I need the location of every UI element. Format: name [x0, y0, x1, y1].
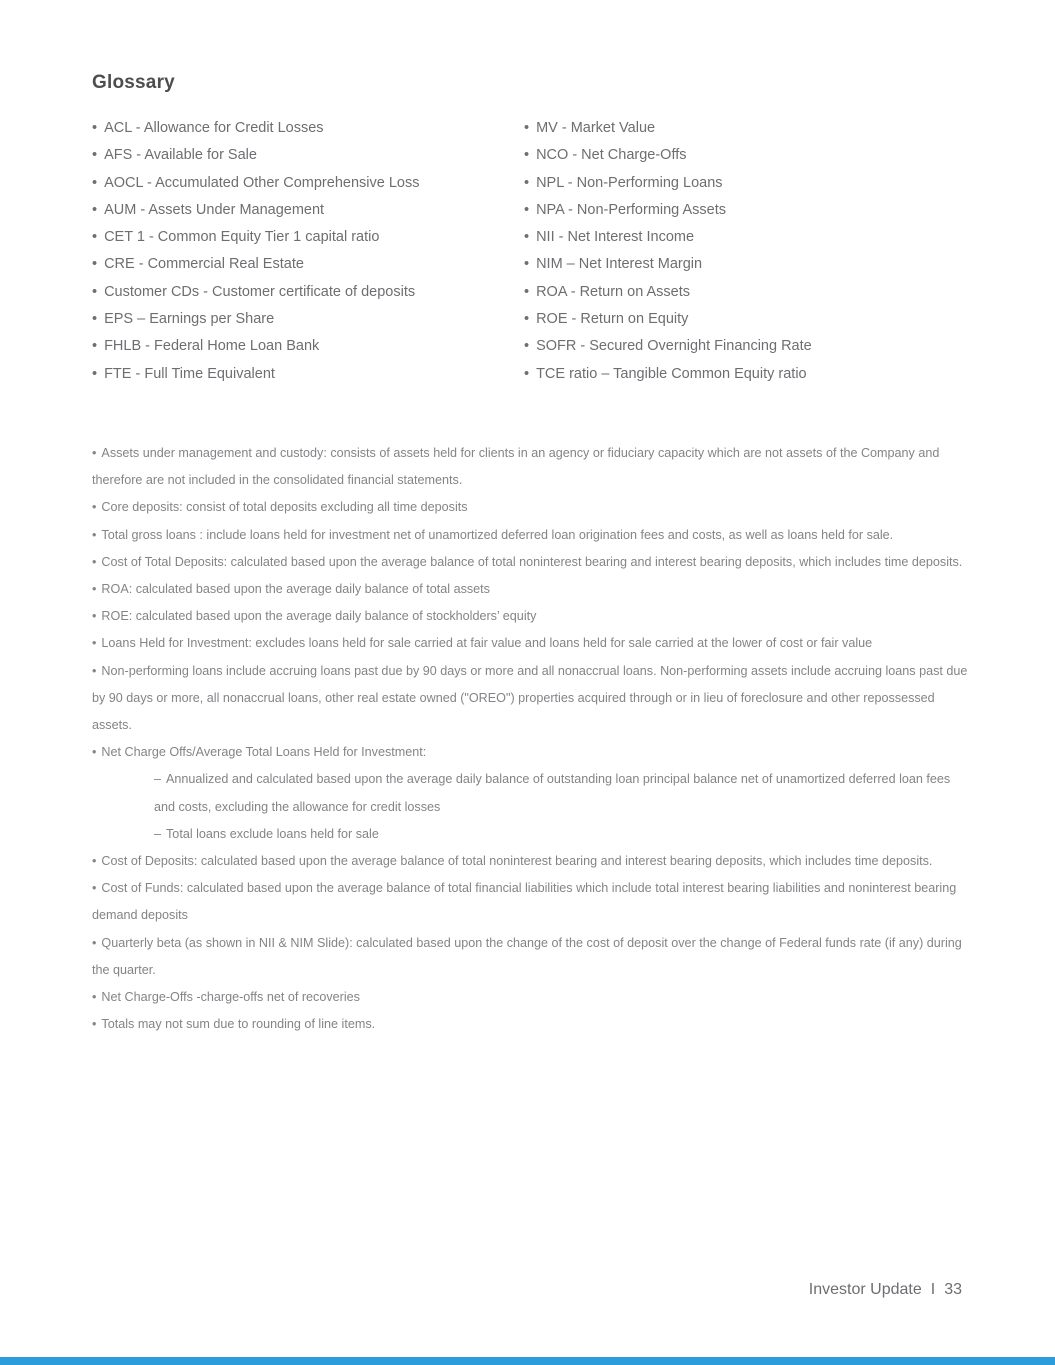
- glossary-term-text: FTE - Full Time Equivalent: [104, 365, 275, 382]
- note-item: [92, 549, 968, 576]
- note-text: Cost of Deposits: calculated based upon the average balance of total noninterest bearing and interest bearing deposits, which includes time deposits.: [101, 854, 933, 869]
- note-marker-icon: •: [92, 527, 97, 542]
- note-item: [92, 821, 968, 848]
- bullet-icon: •: [92, 365, 98, 382]
- note-item: [92, 658, 968, 740]
- glossary-term: [92, 142, 524, 169]
- bullet-icon: •: [92, 338, 98, 355]
- glossary-columns: [92, 115, 972, 388]
- glossary-term-text: TCE ratio – Tangible Common Equity ratio: [536, 365, 807, 382]
- glossary-left-column: [92, 115, 524, 388]
- note-text: Total loans exclude loans held for sale: [166, 826, 379, 841]
- note-text: ROA: calculated based upon the average daily balance of total assets: [101, 582, 490, 597]
- note-text: Totals may not sum due to rounding of line items.: [101, 1017, 376, 1032]
- note-item: [92, 522, 968, 549]
- glossary-term-text: NPL - Non-Performing Loans: [536, 174, 723, 191]
- glossary-term: [524, 279, 972, 306]
- note-marker-icon: •: [92, 935, 97, 950]
- page-footer: [809, 1281, 962, 1299]
- note-text: Net Charge Offs/Average Total Loans Held for Investment:: [101, 745, 427, 760]
- glossary-term: [524, 115, 972, 142]
- glossary-term-text: ACL - Allowance for Credit Losses: [104, 120, 324, 136]
- glossary-term-text: EPS – Earnings per Share: [104, 311, 275, 328]
- definition-notes: [92, 440, 968, 1038]
- note-marker-icon: •: [92, 636, 97, 651]
- page-title: Glossary: [92, 72, 175, 93]
- note-item: [92, 603, 968, 630]
- glossary-term-text: NII - Net Interest Income: [536, 229, 695, 246]
- note-text: Net Charge-Offs -charge-offs net of recoveries: [101, 990, 360, 1005]
- accent-bottom-bar: [0, 1357, 1055, 1365]
- bullet-icon: •: [92, 256, 98, 273]
- note-marker-icon: •: [92, 582, 97, 597]
- bullet-icon: •: [92, 147, 98, 164]
- glossary-term-text: AOCL - Accumulated Other Comprehensive Loss: [104, 174, 420, 191]
- note-item: [92, 930, 968, 984]
- bullet-icon: •: [524, 174, 530, 191]
- glossary-term-text: Customer CDs - Customer certificate of deposits: [104, 283, 416, 300]
- note-item: [92, 494, 968, 521]
- bullet-icon: •: [524, 338, 530, 355]
- glossary-term: [92, 170, 524, 197]
- bullet-icon: •: [524, 283, 530, 300]
- glossary-term: [92, 197, 524, 224]
- note-item: [92, 984, 968, 1011]
- note-marker-icon: •: [92, 1017, 97, 1032]
- glossary-term-text: AFS - Available for Sale: [104, 147, 257, 164]
- note-item: [92, 875, 968, 929]
- bullet-icon: •: [92, 283, 98, 300]
- note-marker-icon: •: [92, 990, 97, 1005]
- glossary-term-text: MV - Market Value: [536, 120, 656, 136]
- footer-page-number: 33: [944, 1281, 962, 1298]
- note-marker-icon: •: [92, 663, 97, 678]
- note-marker-icon: •: [92, 500, 97, 515]
- note-marker-icon: •: [92, 446, 97, 460]
- glossary-term-text: CRE - Commercial Real Estate: [104, 256, 304, 273]
- glossary-term: [524, 306, 972, 333]
- note-marker-icon: –: [154, 826, 162, 841]
- note-item: [92, 766, 968, 820]
- glossary-term: [524, 142, 972, 169]
- glossary-term: [524, 224, 972, 251]
- glossary-term: [92, 251, 524, 278]
- note-text: Loans Held for Investment: excludes loans held for sale carried at fair value and loans held for sale carried at the lower of cost or fair value: [101, 636, 873, 651]
- note-item: [92, 739, 968, 766]
- footer-separator: I: [930, 1281, 936, 1298]
- note-text: Annualized and calculated based upon the average daily balance of outstanding loan principal balance net of unamortized deferred loan fees and costs, excluding the allowance for credit losses: [154, 772, 951, 814]
- bullet-icon: •: [524, 147, 530, 164]
- note-item: [92, 1011, 968, 1038]
- note-item: [92, 576, 968, 603]
- glossary-term: [92, 361, 524, 388]
- note-marker-icon: •: [92, 554, 97, 569]
- glossary-term: [92, 224, 524, 251]
- glossary-term-text: FHLB - Federal Home Loan Bank: [104, 338, 320, 355]
- note-marker-icon: •: [92, 881, 97, 896]
- note-marker-icon: •: [92, 854, 97, 869]
- note-marker-icon: •: [92, 745, 97, 760]
- glossary-term-text: NPA - Non-Performing Assets: [536, 201, 726, 218]
- glossary-term: [92, 333, 524, 360]
- bullet-icon: •: [524, 229, 530, 246]
- note-text: Core deposits: consist of total deposits excluding all time deposits: [101, 500, 468, 515]
- glossary-term-text: SOFR - Secured Overnight Financing Rate: [536, 338, 812, 355]
- bullet-icon: •: [92, 201, 98, 218]
- note-text: Quarterly beta (as shown in NII & NIM Slide): calculated based upon the change of the cost of deposit over the change of Federal funds rate (if any) during the quarter.: [92, 935, 962, 977]
- glossary-term-text: NIM – Net Interest Margin: [536, 256, 703, 273]
- bullet-icon: •: [524, 311, 530, 328]
- glossary-term-text: ROA - Return on Assets: [536, 283, 691, 300]
- glossary-term: [524, 251, 972, 278]
- note-text: Non-performing loans include accruing loans past due by 90 days or more and all nonaccrual loans. Non-performing assets include accruing loans past due by 90 days or more, all nonaccrual loans, other real estate owned ("OREO") properties acquired through or in lieu of foreclosure and other repossessed assets.: [92, 663, 968, 733]
- glossary-term: [92, 306, 524, 333]
- bullet-icon: •: [524, 365, 530, 382]
- note-marker-icon: •: [92, 609, 97, 624]
- bullet-icon: •: [92, 174, 98, 191]
- footer-label: Investor Update: [808, 1281, 922, 1298]
- glossary-term: [92, 115, 524, 142]
- glossary-term: [92, 279, 524, 306]
- glossary-term-text: ROE - Return on Equity: [536, 311, 689, 328]
- bullet-icon: •: [524, 201, 530, 218]
- glossary-term-text: AUM - Assets Under Management: [104, 201, 325, 218]
- bullet-icon: •: [524, 120, 530, 136]
- glossary-term: [524, 170, 972, 197]
- note-item: [92, 848, 968, 875]
- bullet-icon: •: [92, 311, 98, 328]
- glossary-term: [524, 361, 972, 388]
- bullet-icon: •: [524, 256, 530, 273]
- glossary-right-column: [524, 115, 972, 388]
- bullet-icon: •: [92, 120, 98, 136]
- note-text: Total gross loans : include loans held for investment net of unamortized deferred loan origination fees and costs, as well as loans held for sale.: [101, 527, 894, 542]
- glossary-term: [524, 333, 972, 360]
- bullet-icon: •: [92, 229, 98, 246]
- note-text: Assets under management and custody: consists of assets held for clients in an agency or fiduciary capacity which are not assets of the Company and therefore are not included in the consolidated financial statements.: [92, 446, 940, 488]
- glossary-term-text: CET 1 - Common Equity Tier 1 capital ratio: [104, 229, 380, 246]
- glossary-term-text: NCO - Net Charge-Offs: [536, 147, 687, 164]
- glossary-term: [524, 197, 972, 224]
- note-item: [92, 630, 968, 657]
- note-text: Cost of Total Deposits: calculated based upon the average balance of total noninterest bearing and interest bearing deposits, which includes time deposits.: [101, 554, 963, 569]
- note-item: [92, 440, 968, 494]
- note-text: Cost of Funds: calculated based upon the average balance of total financial liabilities which include total interest bearing liabilities and noninterest bearing demand deposits: [92, 881, 957, 923]
- note-marker-icon: –: [154, 772, 162, 787]
- note-text: ROE: calculated based upon the average daily balance of stockholders’ equity: [101, 609, 537, 624]
